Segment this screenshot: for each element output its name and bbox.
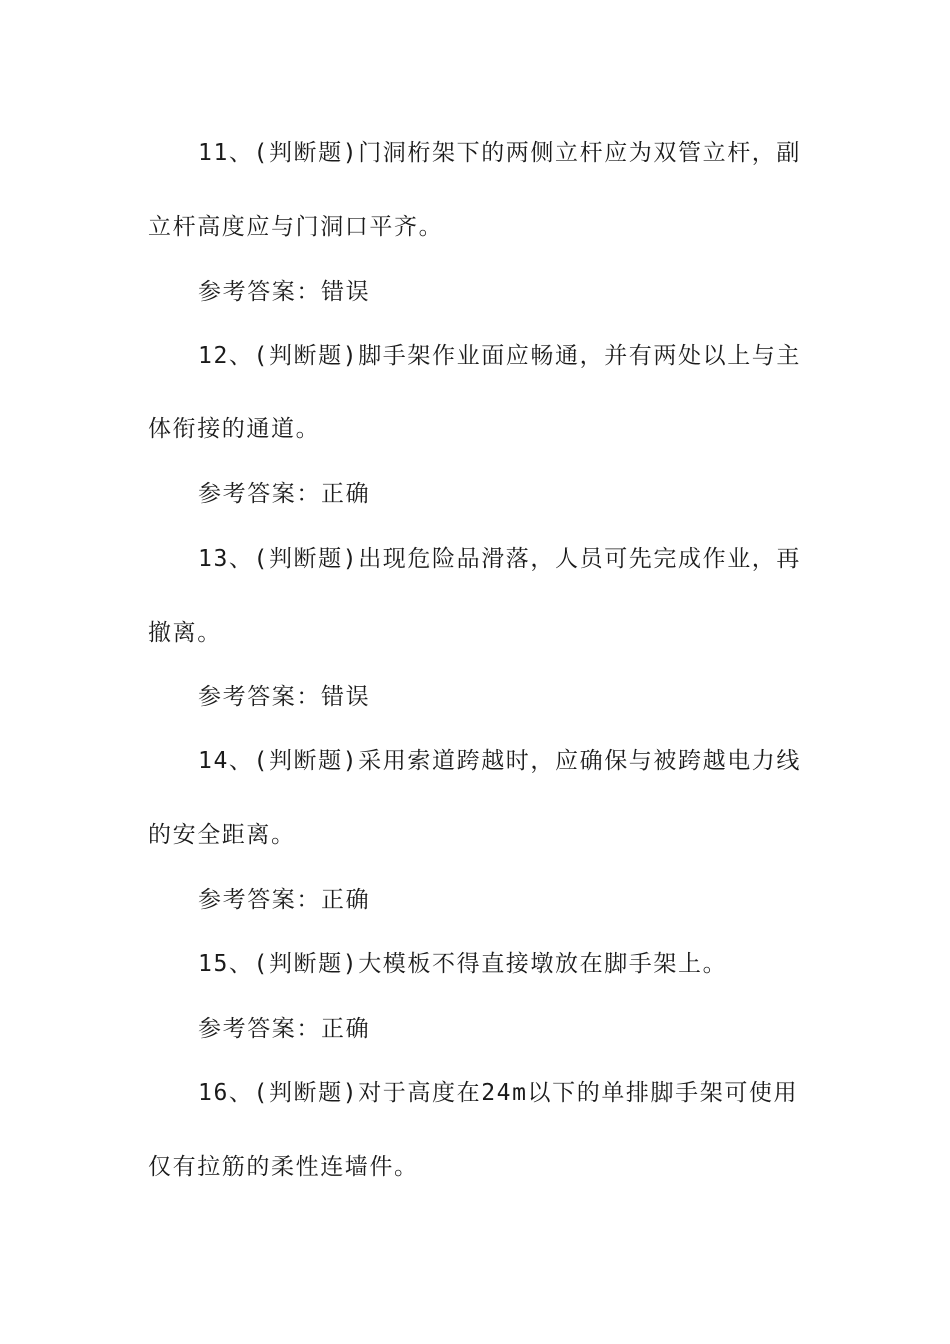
question-12-line-2: 体衔接的通道。 [148, 416, 321, 442]
question-11-line-2: 立杆高度应与门洞口平齐。 [148, 214, 444, 240]
question-15-line-1: 15、(判断题)大模板不得直接墩放在脚手架上。 [198, 951, 728, 977]
question-15-answer: 参考答案：正确 [198, 1016, 371, 1042]
question-13-line-1: 13、(判断题)出现危险品滑落，人员可先完成作业，再 [198, 546, 801, 572]
question-13-line-2: 撤离。 [148, 620, 222, 646]
question-14-answer: 参考答案：正确 [198, 887, 371, 913]
question-11-answer: 参考答案：错误 [198, 279, 371, 305]
question-14-line-1: 14、(判断题)采用索道跨越时，应确保与被跨越电力线 [198, 748, 801, 774]
question-14-line-2: 的安全距离。 [148, 822, 296, 848]
question-16-line-1: 16、(判断题)对于高度在24m以下的单排脚手架可使用 [198, 1080, 799, 1106]
question-12-answer: 参考答案：正确 [198, 481, 371, 507]
question-16-line-2: 仅有拉筋的柔性连墙件。 [148, 1154, 419, 1180]
question-11-line-1: 11、(判断题)门洞桁架下的两侧立杆应为双管立杆，副 [198, 140, 801, 166]
question-13-answer: 参考答案：错误 [198, 684, 371, 710]
question-12-line-1: 12、(判断题)脚手架作业面应畅通，并有两处以上与主 [198, 343, 801, 369]
